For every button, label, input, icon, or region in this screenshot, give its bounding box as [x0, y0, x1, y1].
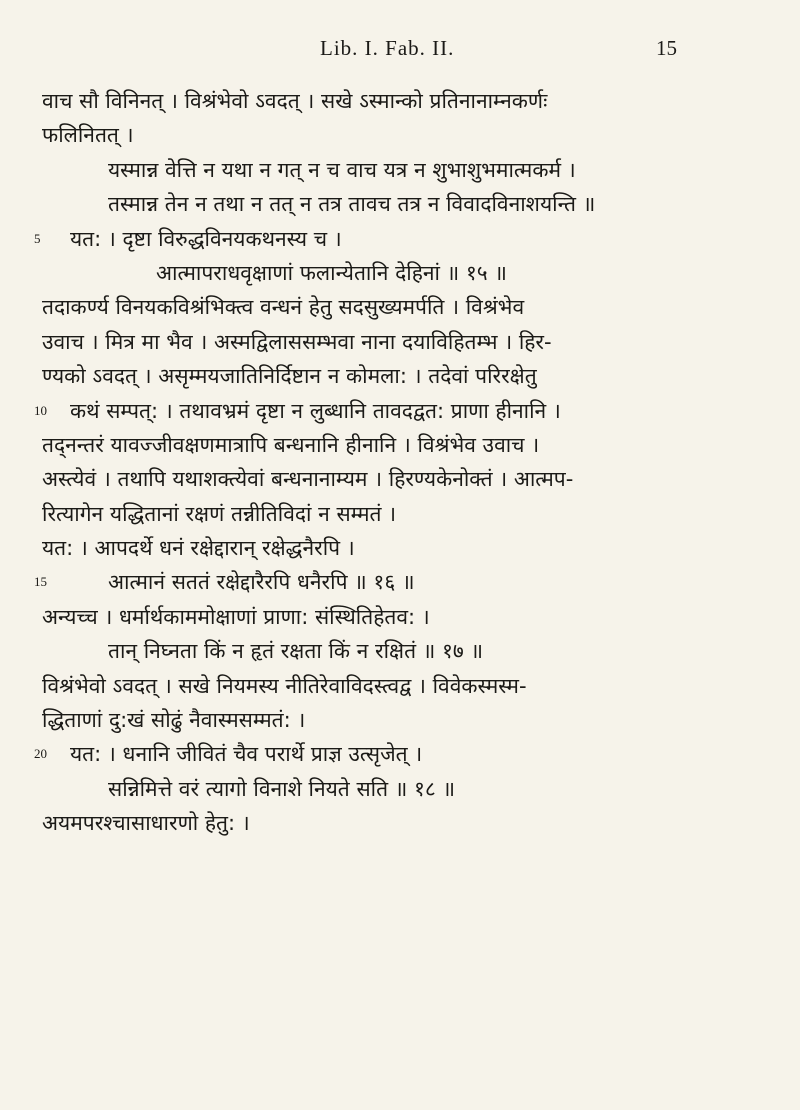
text-line	[34, 394, 758, 428]
line-number: 15	[34, 574, 47, 590]
line-text: द्धिताणां दु:खं सोढुं नैवास्मसम्मतं: ।	[42, 708, 306, 733]
text-line	[42, 772, 758, 806]
line-text: फलिनितत् ।	[42, 123, 134, 148]
text-line	[42, 359, 758, 393]
text-line	[34, 565, 758, 599]
text-line	[42, 634, 758, 668]
text-line	[42, 703, 758, 737]
line-number: 10	[34, 402, 47, 418]
text-line	[42, 290, 758, 324]
text-line	[42, 600, 758, 634]
line-text: ण्यको ऽवदत् । असृम्मयजातिनिर्दिष्टान न कोमला: । तदेवां परिरक्षेतु	[42, 364, 537, 389]
verse-line: यस्मान्न वेत्ति न यथा न गत् न च वाच यत्र न शुभाशुभमात्मकर्म ।	[108, 157, 576, 182]
sanskrit-text-block	[34, 84, 758, 841]
verse-line: तस्मान्न तेन न तथा न तत् न तत्र तावच तत्र न विवादविनाशयन्ति ॥	[108, 192, 596, 217]
line-text: रित्यागेन यद्धितानां रक्षणं तन्नीतिविदां न सम्मतं ।	[42, 501, 397, 526]
running-title: Lib. I. Fab. II.	[320, 36, 455, 60]
text-line	[42, 256, 758, 290]
text-line	[42, 153, 758, 187]
text-line	[34, 737, 758, 771]
text-line	[42, 187, 758, 221]
line-number: 20	[34, 746, 47, 762]
line-text: यत: । आपदर्थे धनं रक्षेद्दारान् रक्षेद्धनैरपि ।	[42, 536, 355, 561]
line-text: तदाकर्ण्य विनयकविश्रंभिक्त्व वन्धनं हेतु सदसुख्यमर्पति । विश्रंभेव	[42, 295, 525, 320]
line-text: विश्रंभेवो ऽवदत् । सखे नियमस्य नीतिरेवाविदस्त्वद्व । विवेकस्मस्म-	[42, 673, 527, 698]
line-text: उवाच । मित्र मा भैव । अस्मद्विलाससम्भवा नाना दयाविहितम्भ । हिर-	[42, 329, 552, 354]
verse-line: आत्मापराधवृक्षाणां फलान्येतानि देहिनां ॥ १५ ॥	[156, 260, 507, 285]
text-line	[42, 118, 758, 152]
line-text: अन्यच्च । धर्मार्थकाममोक्षाणां प्राणा: संस्थितिहेतव: ।	[42, 604, 430, 629]
text-line	[42, 428, 758, 462]
text-line	[42, 325, 758, 359]
text-line	[42, 462, 758, 496]
line-text: यत: । धनानि जीवितं चैव परार्थे प्राज्ञ उत्सृजेत् ।	[70, 742, 423, 767]
running-head	[0, 36, 800, 76]
page-number: 15	[656, 36, 677, 60]
text-line	[42, 806, 758, 840]
line-number: 5	[34, 230, 41, 246]
verse-line: आत्मानं सततं रक्षेद्दारैरपि धनैरपि ॥ १६ ॥	[108, 570, 415, 595]
text-line	[42, 531, 758, 565]
line-text: तद्नन्तरं यावज्जीवक्षणमात्रापि बन्धनानि हीनानि । विश्रंभेव उवाच ।	[42, 432, 540, 457]
verse-line: सन्निमित्ते वरं त्यागो विनाशे नियते सति ॥ १८ ॥	[108, 776, 456, 801]
line-text: अयमपरश्चासाधारणो हेतु: ।	[42, 811, 250, 836]
line-text: कथं सम्पत्: । तथावभ्रमं दृष्टा न लुब्धानि तावदद्वत: प्राणा हीनानि ।	[70, 398, 561, 423]
line-text: अस्त्येवं । तथापि यथाशक्त्येवां बन्धनानाम्यम । हिरण्यकेनोक्तं । आत्मप-	[42, 467, 574, 492]
text-line	[42, 84, 758, 118]
text-line	[42, 497, 758, 531]
line-text: वाच सौ विनिनत् । विश्रंभेवो ऽवदत् । सखे ऽस्मान्को प्रतिनानाम्नकर्णः	[42, 89, 548, 113]
line-text: यत: । दृष्टा विरुद्धविनयकथनस्य च ।	[70, 226, 342, 251]
text-line	[42, 669, 758, 703]
text-line	[34, 222, 758, 256]
verse-line: तान् निघ्नता किं न हृतं रक्षता किं न रक्षितं ॥ १७ ॥	[108, 639, 484, 664]
